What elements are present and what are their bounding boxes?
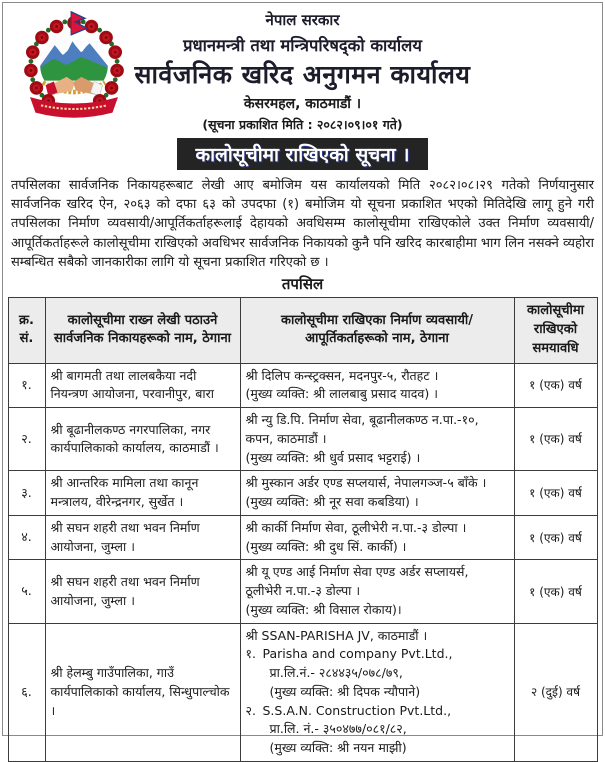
contractor-cell: श्री SSAN-PARISHA JV, काठमाडौं । १. Parisha and company Pvt.Ltd., प्रा.लि.नं.- २८४४३५/०७८/७९, (मुख्य व्यक्ति: श्री दिपक न्यौपाने) २. S.S.A.N. Construction Pvt.Ltd., प्रा.लि. नं.- ३५०४७७/०८१/८२, (मुख्य व्यक्ति: श्री नयन माझी) (240, 623, 514, 761)
ministry-name: प्रधानमन्त्री तथा मन्त्रिपरिषद्को कार्यालय (183, 36, 422, 55)
notice-title-bar: कालोसूचीमा राखिएको सूचना । (177, 138, 427, 170)
table-row (8, 408, 597, 471)
row-serial-number: ४. (8, 515, 45, 560)
duration-cell: १ (एक) वर्ष (514, 408, 597, 471)
nepal-government-emblem (19, 7, 129, 123)
row-serial-number: ६. (8, 623, 45, 761)
duration-cell: १ (एक) वर्ष (514, 560, 597, 623)
publish-date: (सूचना प्रकाशित मिति : २०८२।०९।०१ गते) (202, 117, 403, 132)
agency-cell: श्री बागमती तथा लालबकैया नदी नियन्त्रण आयोजना, परवानीपुर, बारा (45, 363, 240, 408)
notice-page (2, 2, 603, 756)
row-serial-number: १. (8, 363, 45, 408)
agency-cell: श्री सघन शहरी तथा भवन निर्माण आयोजना, जुम्ला । (45, 515, 240, 560)
blacklist-table-head (8, 298, 597, 364)
table-row (8, 515, 597, 560)
header-duration: कालोसूचीमा राखिएको समयावधि (514, 298, 597, 364)
government-name: नेपाल सरकार (265, 11, 340, 29)
contractor-cell: श्री दिलिप कन्स्ट्रक्सन, मदनपुर-५, रौतहट । (मुख्य व्यक्ति: श्री लालबाबु प्रसाद यादव) । (240, 363, 514, 408)
row-serial-number: ३. (8, 471, 45, 516)
agency-cell: श्री बूढानीलकण्ठ नगरपालिका, नगर कार्यपालिकाको कार्यालय, काठमाडौं । (45, 408, 240, 471)
header-serial-number: क्र. सं. (8, 298, 45, 364)
duration-cell: १ (एक) वर्ष (514, 515, 597, 560)
duration-cell: २ (दुई) वर्ष (514, 623, 597, 761)
table-row (8, 471, 597, 516)
document-header (3, 3, 602, 170)
office-title: सार्वजनिक खरिद अनुगमन कार्यालय (134, 60, 471, 89)
agency-cell: श्री सघन शहरी तथा भवन निर्माण आयोजना, जुम्ला । (45, 560, 240, 623)
contractor-cell: श्री कार्की निर्माण सेवा, ठूलीभेरी न.पा.-३ डोल्पा । (मुख्य व्यक्ति: श्री दुध सिं. कार्की) । (240, 515, 514, 560)
header-contractor: कालोसूचीमा राखिएका निर्माण व्यवसायी/आपूर्तिकर्ताहरूको नाम, ठेगाना (240, 298, 514, 364)
duration-cell: १ (एक) वर्ष (514, 363, 597, 408)
agency-cell: श्री आन्तरिक मामिला तथा कानून मन्त्रालय, वीरेन्द्रनगर, सुर्खेत । (45, 471, 240, 516)
table-caption: तपसिल (281, 275, 324, 294)
table-row (8, 363, 597, 408)
office-address: केसरमहल, काठमाडौं । (243, 96, 362, 112)
agency-cell: श्री हेलम्बु गाउँपालिका, गाउँ कार्यपालिकाको कार्यालय, सिन्धुपाल्चोक । (45, 623, 240, 761)
row-serial-number: २. (8, 408, 45, 471)
blacklist-table-body (8, 363, 597, 761)
contractor-cell: श्री मुस्कान अर्डर एण्ड सप्लयार्स, नेपालगञ्ज-५ बाँके । (मुख्य व्यक्ति: श्री नूर सवा कबडिया) । (240, 471, 514, 516)
table-header-row (8, 298, 597, 364)
table-row (8, 560, 597, 623)
notice-body-paragraph: तपसिलका सार्वजनिक निकायहरूबाट लेखी आए बमोजिम यस कार्यालयको मिति २०८२।०८।२९ गतेको निर्णयानुसार सार्वजनिक खरिद ऐन, २०६३ को दफा ६३ को उपदफा (१) बमोजिम यो सूचना प्रकाशित भएको मितिदेखि लागू हुने गरी तपसिलका निर्माण व्यवसायी/आपूर्तिकर्ताहरूलाई देहायको अवधिसम्म कालोसूचीमा राखिएकोले उक्त निर्माण व्यवसायी/आपूर्तिकर्ताहरूले कालोसूचीमा राखिएको अवधिभर सार्वजनिक निकायको कुनै पनि खरिद कारबाहीमा भाग लिन नसक्ने व्यहोरा सम्बन्धित सबैको जानकारीका लागि यो सूचना प्रकाशित गरिएको छ । (11, 178, 594, 270)
duration-cell: १ (एक) वर्ष (514, 471, 597, 516)
row-serial-number: ५. (8, 560, 45, 623)
contractor-cell: श्री न्यु डि.पि. निर्माण सेवा, बूढानीलकण्ठ न.पा.-१०, कपन, काठमाडौं । (मुख्य व्यक्ति: श्री धुर्व प्रसाद भट्टराई) । (240, 408, 514, 471)
contractor-cell: श्री यू एण्ड आई निर्माण सेवा एण्ड अर्डर सप्लायर्स, ठूलीभेरी न.पा.-३ डोल्पा । (मुख्य व्यक्ति: श्री विसाल रोकाय)। (240, 560, 514, 623)
blacklist-table (8, 297, 598, 762)
table-row (8, 623, 597, 761)
header-agency: कालोसूचीमा राख्न लेखी पठाउने सार्वजनिक निकायहरूको नाम, ठेगाना (45, 298, 240, 364)
